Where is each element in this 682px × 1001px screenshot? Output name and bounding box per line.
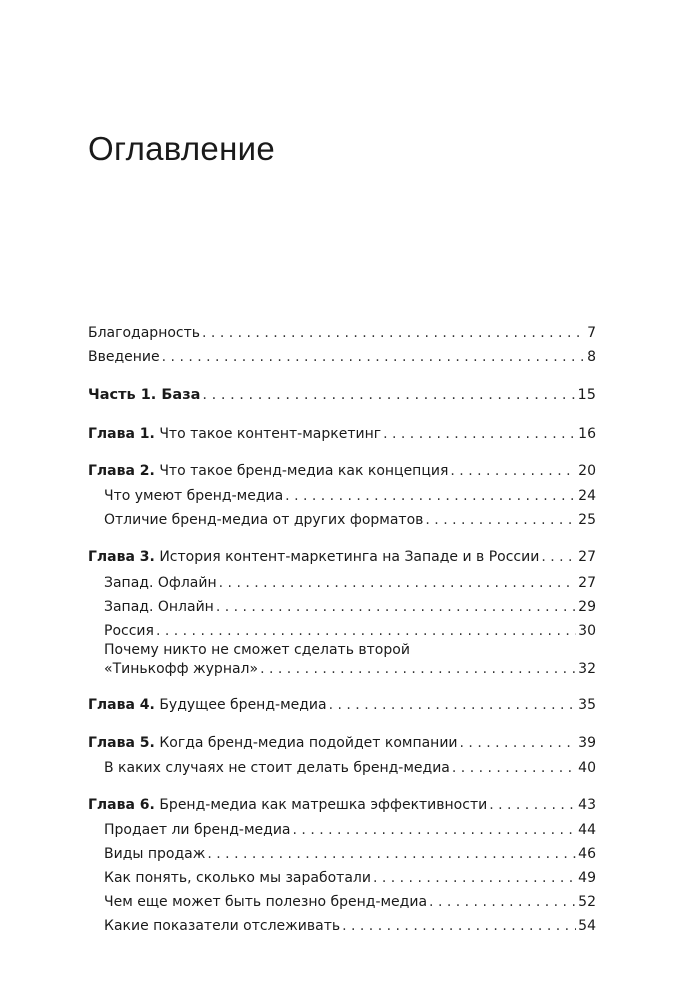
dot-leader: [216, 598, 576, 616]
toc-page-number: 39: [578, 735, 596, 751]
toc-page-number: 25: [578, 512, 596, 528]
toc-subentry-title-line1[interactable]: Почему никто не сможет сделать второй: [104, 642, 410, 658]
toc-page-number: 46: [578, 846, 596, 862]
toc-page-number: 29: [578, 599, 596, 615]
toc-page-number: 20: [578, 463, 596, 479]
toc-page-number: 7: [587, 325, 596, 341]
toc-entry-title: Отличие бренд-медиа от других форматов: [104, 512, 424, 528]
toc-page-number: 15: [577, 387, 596, 403]
dot-leader: [329, 696, 577, 714]
chapter-label: Глава 1.: [88, 426, 155, 442]
toc-entry-chapter-3[interactable]: [88, 548, 596, 566]
dot-leader: [373, 869, 576, 887]
dot-leader: [450, 462, 576, 480]
toc-subentry[interactable]: [104, 893, 596, 911]
toc-entry-title: В каких случаях не стоит делать бренд-медиа: [104, 760, 450, 776]
dot-leader: [489, 796, 576, 814]
dot-leader: [452, 759, 576, 777]
toc-page-number: 16: [578, 426, 596, 442]
toc-page-number: 32: [578, 661, 596, 677]
toc-subentry[interactable]: [104, 845, 596, 863]
toc-entry-title: Будущее бренд-медиа: [159, 697, 327, 713]
toc-entry-title: Какие показатели отслеживать: [104, 918, 341, 934]
toc-entry-introduction[interactable]: [88, 348, 596, 366]
toc-page-number: 49: [578, 870, 596, 886]
dot-leader: [219, 574, 577, 592]
toc-entry-title: Когда бренд-медиа подойдет компании: [159, 735, 458, 751]
toc-page-number: 27: [578, 575, 596, 591]
toc-entry-title: Благодарность: [88, 325, 201, 341]
toc-subentry[interactable]: [104, 574, 596, 592]
toc-entry-acknowledgements[interactable]: [88, 324, 596, 342]
dot-leader: [460, 734, 577, 752]
dot-leader: [156, 622, 576, 640]
toc-page-number: 24: [578, 488, 596, 504]
toc-entry-title: Что такое контент-маркетинг: [159, 426, 382, 442]
toc-entry-title: Запад. Офлайн: [104, 575, 217, 591]
toc-entry-chapter-1[interactable]: [88, 425, 596, 443]
dot-leader: [425, 511, 576, 529]
chapter-label: Глава 6.: [88, 797, 155, 813]
toc-entry-chapter-2[interactable]: [88, 462, 596, 480]
toc-subentry[interactable]: [104, 869, 596, 887]
toc-entry-title: Как понять, сколько мы заработали: [104, 870, 371, 886]
chapter-label: Глава 5.: [88, 735, 155, 751]
dot-leader: [202, 386, 575, 404]
toc-page-number: 8: [587, 349, 596, 365]
toc-subentry[interactable]: [104, 660, 596, 678]
toc-page-number: 44: [578, 822, 596, 838]
chapter-label: Глава 3.: [88, 549, 155, 565]
toc-entry-title: Россия: [104, 623, 154, 639]
toc-part-title: Часть 1. База: [88, 387, 201, 403]
toc-entry-title: История контент-маркетинга на Западе и в России: [159, 549, 540, 565]
toc-subentry[interactable]: [104, 622, 596, 640]
toc-page-number: 52: [578, 894, 596, 910]
dot-leader: [541, 548, 576, 566]
dot-leader: [207, 845, 576, 863]
dot-leader: [202, 324, 585, 342]
chapter-label: Глава 4.: [88, 697, 155, 713]
toc-entry-chapter-5[interactable]: [88, 734, 596, 752]
dot-leader: [293, 821, 577, 839]
toc-page-number: 54: [578, 918, 596, 934]
toc-subentry[interactable]: [104, 917, 596, 935]
toc-page-number: 40: [578, 760, 596, 776]
dot-leader: [342, 917, 576, 935]
toc-entry-title: Что умеют бренд-медиа: [104, 488, 284, 504]
toc-entry-part-1[interactable]: [88, 386, 596, 404]
dot-leader: [429, 893, 576, 911]
toc-entry-title: Введение: [88, 349, 160, 365]
dot-leader: [383, 425, 576, 443]
toc-entry-title: Бренд-медиа как матрешка эффективности: [159, 797, 488, 813]
page-title: Оглавление: [88, 130, 275, 167]
toc-page-number: 27: [578, 549, 596, 565]
dot-leader: [162, 348, 585, 366]
toc-entry-title: Запад. Онлайн: [104, 599, 214, 615]
toc-entry-title: Что такое бренд-медиа как концепция: [159, 463, 449, 479]
toc-page-number: 43: [578, 797, 596, 813]
toc-entry-title: «Тинькофф журнал»: [104, 661, 259, 677]
toc-subentry[interactable]: [104, 759, 596, 777]
toc-entry-chapter-6[interactable]: [88, 796, 596, 814]
toc-subentry[interactable]: [104, 821, 596, 839]
dot-leader: [285, 487, 576, 505]
toc-subentry[interactable]: [104, 511, 596, 529]
toc-subentry[interactable]: [104, 487, 596, 505]
toc-entry-title: Виды продаж: [104, 846, 206, 862]
toc-subentry[interactable]: [104, 598, 596, 616]
toc-page-number: 35: [578, 697, 596, 713]
toc-entry-title: Продает ли бренд-медиа: [104, 822, 291, 838]
toc-entry-title: Чем еще может быть полезно бренд-медиа: [104, 894, 428, 910]
toc-entry-chapter-4[interactable]: [88, 696, 596, 714]
toc-page-number: 30: [578, 623, 596, 639]
chapter-label: Глава 2.: [88, 463, 155, 479]
dot-leader: [260, 660, 576, 678]
